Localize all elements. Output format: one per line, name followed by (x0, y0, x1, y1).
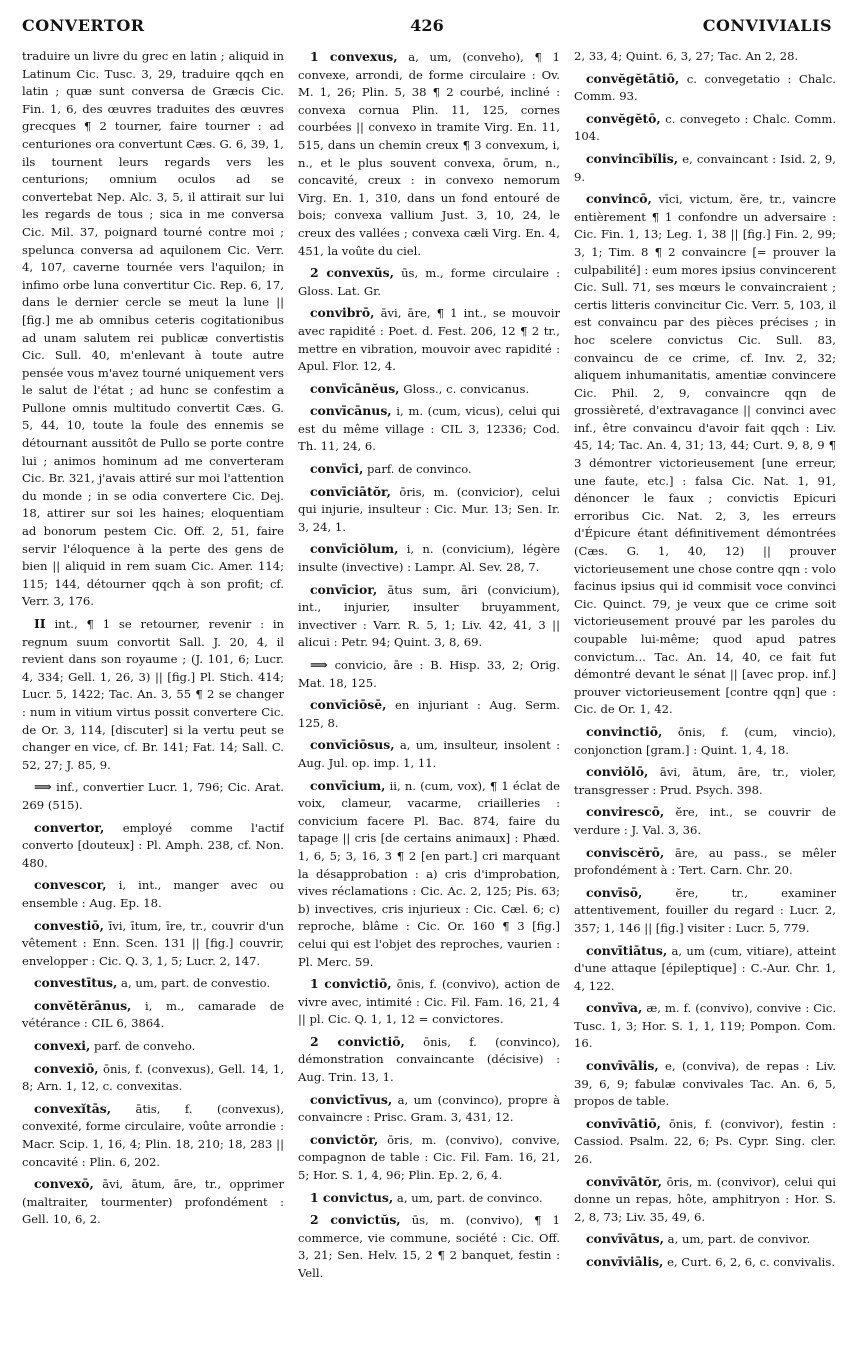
entry-headword: convinctiō, (586, 723, 663, 739)
entry-headword: convīciōsus, (310, 737, 395, 753)
entry-definition: ōnis, f. (cum, vincio), conjonction [gram.] : Quint. 1, 4, 18. (574, 724, 836, 757)
entry-headword: convīciŏlum, (310, 541, 399, 557)
entry-definition: convicio, āre : B. Hisp. 33, 2; Orig. Mat. 18, 125. (298, 658, 560, 690)
entry-headword: 2 convictiō, (310, 1033, 405, 1049)
dictionary-entry (574, 884, 836, 938)
entry-definition: ōris, m. (convivor), celui qui donne un repas, hôte, amphitryon : Hor. S. 2, 8, 73; Liv. 35, 49, 6. (574, 1174, 836, 1224)
entry-headword: convīvālis, (586, 1058, 659, 1074)
entry-headword: 2 convexŭs, (310, 265, 394, 281)
entry-headword: convexĭtās, (34, 1100, 112, 1116)
entry-headword: convĕtĕrānus, (34, 997, 132, 1013)
entry-headword: convestiō, (34, 917, 104, 933)
entry-definition: i, int., manger avec ou ensemble : Aug. Ep. 18. (22, 878, 284, 910)
entry-definition: 2, 33, 4; Quint. 6, 3, 27; Tac. An 2, 28. (574, 49, 799, 63)
entry-definition: ūs, m., forme circulaire : Gloss. Lat. Gr. (298, 266, 560, 298)
dictionary-entry (574, 803, 836, 839)
entry-headword: convictŏr, (310, 1131, 379, 1147)
dictionary-entry (298, 264, 560, 300)
entry-definition: i, m., camarade de vétérance : CIL 6, 3864. (22, 998, 284, 1031)
dictionary-entry (22, 1175, 284, 1229)
entry-definition: ōnis, f. (convivor), festin : Cassiod. Psalm. 22, 6; Ps. Cypr. Sing. cler. 26. (574, 1116, 836, 1167)
dictionary-entry (298, 696, 560, 732)
dictionary-entry (22, 997, 284, 1033)
entry-definition: a, um, insulteur, insolent : Aug. Jul. op. imp. 1, 11. (298, 738, 560, 770)
entry-definition: ōnis, f. (convexus), Gell. 14, 1, 8; Arn. 1, 12, c. convexitas. (22, 1061, 284, 1094)
dictionary-entry (574, 1230, 836, 1249)
dictionary-entry (298, 460, 560, 479)
entry-headword: convirescō, (586, 804, 665, 820)
entry-definition: ii, n. (cum, vox), ¶ 1 éclat de voix, clameur, vacarme, criailleries : convicium facere Pl. Bac. 874, faire du tapage || cris [de certains animaux] : Phæd. 1, 6, 5; 3, 16, 3 ¶ 2 [en part.] cri marquant la désapprobation : a) cris d'improbation, vives réclamations : Cic. Ac. 2, 125; Pis. 63; b) invectives, cris injurieux : Cic. Cæl. 6; c) reproche, blâme : Cic. Or. 160 ¶ 3 [fig.] celui qui est l'objet des reproches, vaurien : Pl. Merc. 59. (298, 778, 560, 969)
entry-definition: traduire un livre du grec en latin ; aliquid in Latinum Cic. Tusc. 3, 29, traduire qqch en latin ; quæ sunt conversa de Græcis Cic. Fin. 1, 6, des œuvres traduites des œuvres grecques ¶ 2 tourner, faire tourner : ad centuriones ora convertunt Cæs. G. 6, 39, 1, ils tournent leurs regards vers les centurions; omnium oculos ad se convertebat Nep. Alc. 3, 5, il attirait sur lui les regards de tous ; sica in me conversa Cic. Mil. 37, poignard tourné contre moi ; spelunca conversa ad aquilonem Cic. Verr. 4, 107, caverne tournée vers l'aquilon; in infimo orbe luna convertitur Cic. Rep. 6, 17, dans le dernier cercle se meut la lune || [fig.] me ab omnibus ceteris cogitationibus ad unam salutem rei publicæ convertistis Cic. Sull. 40, m'enlevant à toute autre pensée vous m'avez tourné uniquement vers le salut de l'état ; ad hunc se confestim a Pullone omnis multitudo convertit Cæs. G. 5, 44, 10, toute la foule des ennemis se détournant aussitôt de Pullo se porte contre lui ; animos hominum ad me converteram Cic. Br. 321, j'avais attiré sur moi l'attention du monde ; in se odia convertere Cic. Dej. 18, attirer sur soi les haines; eloquentiam ad bonorum pestem Cic. Off. 2, 51, faire servir l'éloquence à la perte des gens de bien || aliquid in rem suam Cic. Amer. 114; 115; 144, détourner qqch à son profit; cf. Verr. 3, 176. (22, 49, 284, 609)
dictionary-entry (298, 402, 560, 456)
entry-definition: a, um (cum, vitiare), atteint d'une attaque [épileptique] : C.-Aur. Chr. 1, 4, 122. (574, 943, 836, 993)
entry-definition: parf. de convinco. (366, 462, 472, 477)
entry-headword: convīvātŏr, (586, 1173, 662, 1189)
dictionary-entry (22, 1060, 284, 1096)
dictionary-entry (298, 304, 560, 375)
dictionary-entry (298, 1033, 560, 1087)
entry-definition: āvi, āre, ¶ 1 int., se mouvoir avec rapidité : Poet. d. Fest. 206, 12 ¶ 2 tr., mettre en vibration, mouvoir avec rapidité : Apul. Flor. 12, 4. (298, 306, 560, 374)
dictionary-entry (574, 190, 836, 719)
entry-definition: e, convaincant : Isid. 2, 9, 9. (574, 151, 836, 184)
entry-definition: ātis, f. (convexus), convexité, forme circulaire, voûte arrondie : Macr. Scip. 1, 16, 4; Plin. 18, 210; 18, 283 || concavité : Plin. 6, 202. (22, 1101, 284, 1169)
entry-headword: convictīvus, (310, 1091, 393, 1107)
entry-headword: ⟹ (310, 657, 328, 672)
entry-headword: convibrō, (310, 305, 375, 321)
dictionary-entry (574, 70, 836, 106)
entry-headword: convertor, (34, 819, 105, 835)
dictionary-entry (22, 974, 284, 993)
dictionary-entry (574, 1057, 836, 1111)
dictionary-entry (22, 1100, 284, 1171)
dictionary-entry (298, 380, 560, 399)
entry-headword: convexi, (34, 1038, 91, 1054)
dictionary-entry (22, 876, 284, 912)
entry-definition: ōnis, f. (convivo), action de vivre avec, intimité : Cic. Fil. Fam. 16, 21, 4 || pl. Cic. Q. 1, 1, 12 = convictores. (298, 977, 560, 1027)
entry-definition: ōris, m. (convicior), celui qui injurie, insulteur : Cic. Mur. 13; Sen. Ir. 3, 24, 1. (298, 484, 560, 534)
dictionary-entry (574, 1115, 836, 1169)
entry-definition: e, (conviva), de repas : Liv. 39, 6, 9; fabulæ convivales Tac. An. 6, 5, propos de table. (574, 1059, 836, 1109)
entry-definition: i, n. (convicium), légère insulte (invective) : Lampr. Al. Sev. 28, 7. (298, 542, 560, 575)
dictionary-entry (574, 763, 836, 799)
entry-definition: ūs, m. (convivo), ¶ 1 commerce, vie commune, société : Cic. Off. 3, 21; Sen. Helv. 15, 2 ¶ 2 banquet, festin : Vell. (298, 1213, 560, 1280)
entry-definition: āvi, ātum, āre, tr., opprimer (maltraiter, tourmenter) profondément : Gell. 10, 6, 2. (22, 1177, 284, 1227)
entry-headword: convĕgĕtō, (586, 110, 661, 126)
page-number: 426 (410, 16, 444, 35)
entry-definition: employé comme l'actif converto [douteux] : Pl. Amph. 238, cf. Non. 480. (22, 820, 284, 870)
dictionary-entry (574, 942, 836, 996)
entry-headword: convexō, (34, 1176, 94, 1192)
dictionary-entry (298, 483, 560, 537)
entry-definition: parf. de conveho. (94, 1039, 196, 1054)
entry-headword: 2 convictŭs, (310, 1212, 401, 1228)
entry-definition: ōris, m. (convivo), convive, compagnon de table : Cic. Fil. Fam. 16, 21, 5; Hor. S. 1, 4, 96; Plin. Ep. 2, 6, 4. (298, 1132, 560, 1183)
dictionary-entry (298, 777, 560, 972)
entry-definition: a, um, part. de convestio. (121, 976, 271, 991)
dictionary-entry (574, 999, 836, 1053)
dictionary-entry (22, 615, 284, 774)
dictionary-entry (298, 1211, 560, 1282)
entry-headword: convīcānus, (310, 403, 392, 419)
dictionary-entry (22, 1037, 284, 1056)
entry-headword: 1 convictus, (310, 1189, 394, 1205)
entry-definition: āvi, ātum, āre, tr., violer, transgresser : Prud. Psych. 398. (574, 765, 836, 797)
entry-headword: ⟹ (34, 779, 52, 795)
column-left (22, 48, 284, 1348)
dictionary-entry (574, 1173, 836, 1227)
entry-definition: int., ¶ 1 se retourner, revenir : in regnum suum convortit Sall. J. 20, 4, il revient dans son royaume ; (J. 101, 6; Lucr. 4, 334; Gell. 1, 26, 3) || [fig.] Pl. Stich. 414; Lucr. 5, 1422; Tac. An. 3, 55 ¶ 2 se changer : num in vitium virtus possit convertere Cic. de Or. 3, 114, [discuter] si la vertu peut se changer en vice, cf. Br. 141; Fat. 14; Sall. C. 52, 27; J. 85, 9. (22, 617, 284, 772)
entry-definition: en injuriant : Aug. Serm. 125, 8. (298, 698, 560, 730)
dictionary-entry (298, 48, 560, 260)
entry-headword: 1 convictiō, (310, 976, 392, 992)
dictionary-entry (22, 778, 284, 814)
entry-definition: c. convegetatio : Chalc. Comm. 93. (574, 71, 836, 104)
entry-definition: vīci, victum, ĕre, tr., vaincre entièrement ¶ 1 confondre un adversaire : Cic. Fin. 1, 13; Leg. 1, 38 || [fig.] Fin. 2, 99; 3, 1; Tim. 8 ¶ 2 convaincre [= prouver la culpabilité] : eum mores ipsius convincerent Cic. Sull. 71, ses mœurs le convaincraient ; certis litteris convincitur Cic. Verr. 5, 103, il est convaincu par des pièces précises ; in hoc scelere convictus Cic. Sull. 83, convaincu de ce crime, cf. Inv. 2, 32; aliquem inhumanitatis, amentiæ convincere Cic. Phil. 2, 9, convaincre qqn de grossièreté, d'extravagance || convinci avec inf., être convaincu d'avoir fait qqch : Liv. 45, 14; Tac. An. 4, 31; 13, 44; Curt. 9, 8, 9 ¶ 3 démontrer victorieusement [une erreur, une faute, etc.] : falsa Cic. Nat. 1, 91, dénoncer le faux ; convictis Epicuri erroribus Cic. Nat. 2, 3, les erreurs d'Épicure étant définitivement démontrées (Cæs. G. 1, 40, 12) || prouver victorieusement une chose contre qqn : volo facinus ipsius qui id commisit voce convinci Cic. Quinct. 79, je veux que ce crime soit victorieusement prouvé par les paroles du coupable lui-même; quod apud patres convictum... Tac. An. 14, 40, ce fait fut démontré devant le sénat || [avec prop. inf.] prouver victorieusement [contre qqn] que : Cic. de Or. 1, 42. (574, 192, 836, 717)
dictionary-entry (298, 975, 560, 1029)
dictionary-entry (298, 1189, 560, 1208)
text-columns (22, 48, 836, 1348)
entry-definition: ātus sum, āri (convicium), int., injurier, insulter bruyamment, invectiver : Varr. R. 5, 1; Liv. 42, 41, 3 || alicui : Petr. 94; Quint. 3, 8, 69. (298, 582, 560, 650)
header-first-headword: CONVERTOR (22, 16, 145, 35)
dictionary-entry (298, 736, 560, 772)
entry-definition: a, um, part. de convivor. (667, 1232, 811, 1247)
dictionary-entry (574, 110, 836, 146)
dictionary-entry (298, 1091, 560, 1127)
dictionary-entry (574, 723, 836, 759)
entry-headword: convīci, (310, 461, 364, 477)
entry-headword: convescor, (34, 877, 107, 893)
dictionary-entry (298, 540, 560, 576)
entry-headword: convestītus, (34, 975, 118, 991)
dictionary-entry (298, 581, 560, 652)
running-header (22, 10, 832, 44)
entry-headword: convīvātus, (586, 1231, 664, 1247)
entry-definition: Gloss., c. convicanus. (403, 381, 530, 396)
entry-headword: II (34, 616, 46, 631)
dictionary-entry (298, 656, 560, 692)
dictionary-entry (22, 917, 284, 971)
entry-headword: convīcior, (310, 581, 378, 597)
entry-definition: æ, m. f. (convivo), convive : Cic. Tusc. 1, 3; Hor. S. 1, 1, 119; Pompon. Com. 16. (574, 1001, 836, 1051)
entry-headword: convīviālis, (586, 1254, 664, 1269)
entry-headword: convincībĭlis, (586, 150, 679, 166)
entry-headword: convīciātŏr, (310, 483, 391, 499)
entry-headword: convĕgĕtātiō, (586, 70, 680, 86)
dictionary-entry (22, 48, 284, 611)
dictionary-entry (574, 1253, 836, 1272)
dictionary-entry (574, 844, 836, 880)
column-middle (298, 48, 560, 1348)
entry-headword: convīcānĕus, (310, 380, 400, 396)
dictionary-entry (22, 819, 284, 873)
dictionary-entry (298, 1131, 560, 1185)
entry-headword: convexiō, (34, 1060, 99, 1076)
entry-headword: conviscĕrō, (586, 844, 665, 860)
entry-definition: i, m. (cum, vicus), celui qui est du même village : CIL 3, 12336; Cod. Th. 11, 24, 6. (298, 404, 560, 454)
entry-definition: īvi, ītum, īre, tr., couvrir d'un vêtement : Enn. Scen. 131 || [fig.] couvrir, envelopper : Cic. Q. 3, 1, 5; Lucr. 2, 147. (22, 918, 284, 968)
entry-headword: conviŏlō, (586, 764, 649, 780)
entry-definition: āre, au pass., se mêler profondément à : Tert. Carn. Chr. 20. (574, 845, 836, 878)
dictionary-entry (574, 48, 836, 66)
entry-headword: convīvātiō, (586, 1115, 661, 1131)
entry-definition: ōnis, f. (convinco), démonstration convaincante (décisive) : Aug. Trin. 13, 1. (298, 1034, 560, 1085)
entry-headword: convīciōsē, (310, 697, 387, 713)
entry-definition: c. convegeto : Chalc. Comm. 104. (574, 111, 836, 144)
header-last-headword: CONVIVIALIS (702, 16, 832, 35)
entry-definition: ĕre, int., se couvrir de verdure : J. Val. 3, 36. (574, 805, 836, 837)
entry-definition: e, Curt. 6, 2, 6, c. convivalis. (667, 1255, 836, 1269)
entry-headword: convīcium, (310, 777, 386, 793)
entry-definition: a, um, (conveho), ¶ 1 convexe, arrondi, de forme circulaire : Ov. M. 1, 26; Plin. 5, 38 ¶ 2 courbé, incliné : convexa cornua Plin. 11, 125, cornes courbées || convexo in tramite Virg. En. 11, 515, dans un chemin creux ¶ 3 convexum, i, n., et le plus souvent convexa, ōrum, n., concavité, creux : in convexo nemorum Virg. En. 1, 310, dans un fond entouré de bois; convexa vallium Just. 3, 10, 24, le creux des vallées ; convexa cæli Virg. En. 4, 451, la voûte du ciel. (298, 50, 560, 258)
dictionary-entry (574, 150, 836, 186)
entry-headword: 1 convexus, (310, 49, 398, 64)
entry-headword: convincō, (586, 191, 652, 207)
entry-headword: convīsō, (586, 884, 643, 900)
entry-definition: a, um (convinco), propre à convaincre : Prisc. Gram. 3, 431, 12. (298, 1092, 560, 1125)
entry-headword: convīva, (586, 1000, 643, 1016)
entry-definition: inf., convertier Lucr. 1, 796; Cic. Arat. 269 (515). (22, 780, 284, 812)
entry-definition: ĕre, tr., examiner attentivement, fouiller du regard : Lucr. 2, 357; 1, 146 || [fig.] visiter : Lucr. 5, 779. (574, 885, 836, 935)
entry-headword: convītiātus, (586, 942, 668, 958)
column-right (574, 48, 836, 1348)
entry-definition: a, um, part. de convinco. (396, 1190, 543, 1205)
